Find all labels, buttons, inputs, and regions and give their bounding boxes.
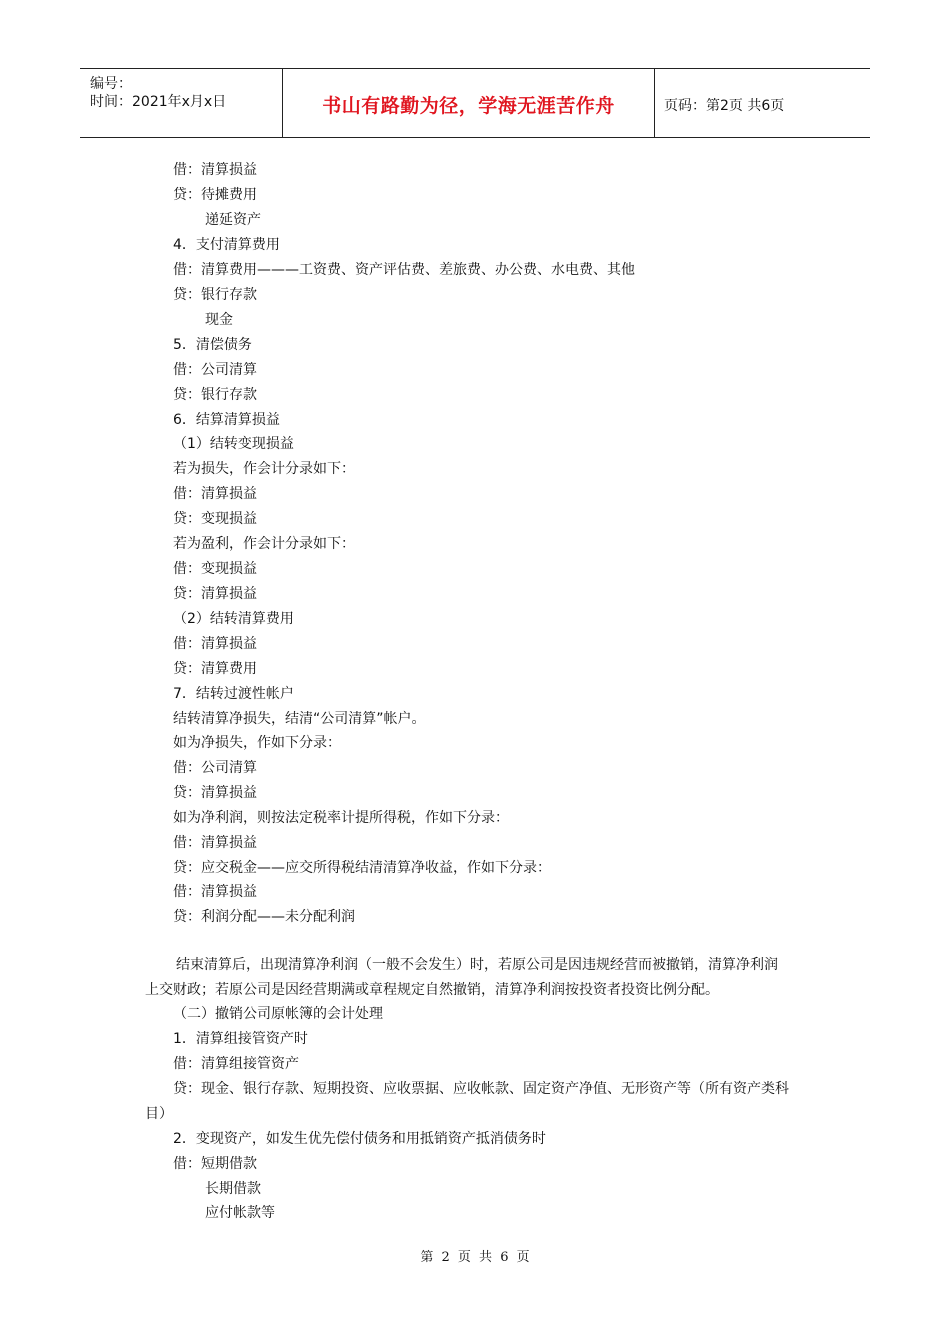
- text-line: 贷：银行存款: [173, 287, 257, 303]
- text-line: 如为净利润，则按法定税率计提所得税，作如下分录：: [173, 810, 509, 826]
- text-line: 借：清算损益: [173, 486, 257, 502]
- text-line: 若为盈利，作会计分录如下：: [173, 536, 355, 552]
- text-line: 6．结算清算损益: [173, 412, 280, 428]
- text-line: 2．变现资产，如发生优先偿付债务和用抵销资产抵消债务时: [173, 1131, 546, 1147]
- text-line: 长期借款: [205, 1181, 261, 1197]
- text-line: 借：清算损益: [173, 162, 257, 178]
- text-line: 贷：清算损益: [173, 586, 257, 602]
- text-line: 贷：现金、银行存款、短期投资、应收票据、应收帐款、固定资产净值、无形资产等（所有资产类科: [173, 1081, 789, 1097]
- text-line: 贷：清算费用: [173, 661, 257, 677]
- text-line: 贷：银行存款: [173, 387, 257, 403]
- document-date-label: 时间：2021年x月x日: [90, 94, 227, 110]
- text-line: 若为损失，作会计分录如下：: [173, 461, 355, 477]
- text-line: 贷：待摊费用: [173, 187, 257, 203]
- page-footer: 第 2 页 共 6 页: [420, 1250, 530, 1265]
- document-number-label: 编号：: [90, 76, 132, 92]
- text-line: 借：公司清算: [173, 362, 257, 378]
- header-motto: 书山有路勤为径，学海无涯苦作舟: [322, 95, 615, 117]
- text-line: 7．结转过渡性帐户: [173, 686, 294, 702]
- text-line: 递延资产: [205, 212, 261, 228]
- text-line: 贷：利润分配——未分配利润: [173, 909, 355, 925]
- header-page-code: 页码：第2页 共6页: [664, 98, 785, 114]
- text-line: 贷：应交税金——应交所得税结清清算净收益，作如下分录：: [173, 860, 551, 876]
- paragraph-line: 结束清算后，出现清算净利润（一般不会发生）时，若原公司是因违规经营而被撤销，清算净利润: [176, 957, 778, 973]
- text-line: 现金: [205, 312, 233, 328]
- text-line: 1．清算组接管资产时: [173, 1031, 308, 1047]
- text-line: 贷：变现损益: [173, 511, 257, 527]
- text-line: 借：公司清算: [173, 760, 257, 776]
- text-line: 如为净损失，作如下分录：: [173, 735, 341, 751]
- text-line: 目）: [145, 1106, 173, 1122]
- text-line: 贷：清算损益: [173, 785, 257, 801]
- paragraph-line: 上交财政；若原公司是因经营期满或章程规定自然撤销，清算净利润按投资者投资比例分配。: [145, 982, 719, 998]
- text-line: 借：清算组接管资产: [173, 1056, 299, 1072]
- text-line: 4．支付清算费用: [173, 237, 280, 253]
- text-line: 借：清算损益: [173, 636, 257, 652]
- text-line: 借：清算费用———工资费、资产评估费、差旅费、办公费、水电费、其他: [173, 262, 635, 278]
- text-line: 借：清算损益: [173, 835, 257, 851]
- text-line: 借：短期借款: [173, 1156, 257, 1172]
- text-line: 应付帐款等: [205, 1205, 275, 1221]
- text-line: 借：变现损益: [173, 561, 257, 577]
- section-heading: （二）撤销公司原帐簿的会计处理: [173, 1006, 383, 1022]
- text-line: 结转清算净损失，结清“公司清算”帐户。: [173, 711, 426, 727]
- text-line: （1）结转变现损益: [173, 436, 294, 452]
- text-line: 5．清偿债务: [173, 337, 252, 353]
- text-line: 借：清算损益: [173, 884, 257, 900]
- text-line: （2）结转清算费用: [173, 611, 294, 627]
